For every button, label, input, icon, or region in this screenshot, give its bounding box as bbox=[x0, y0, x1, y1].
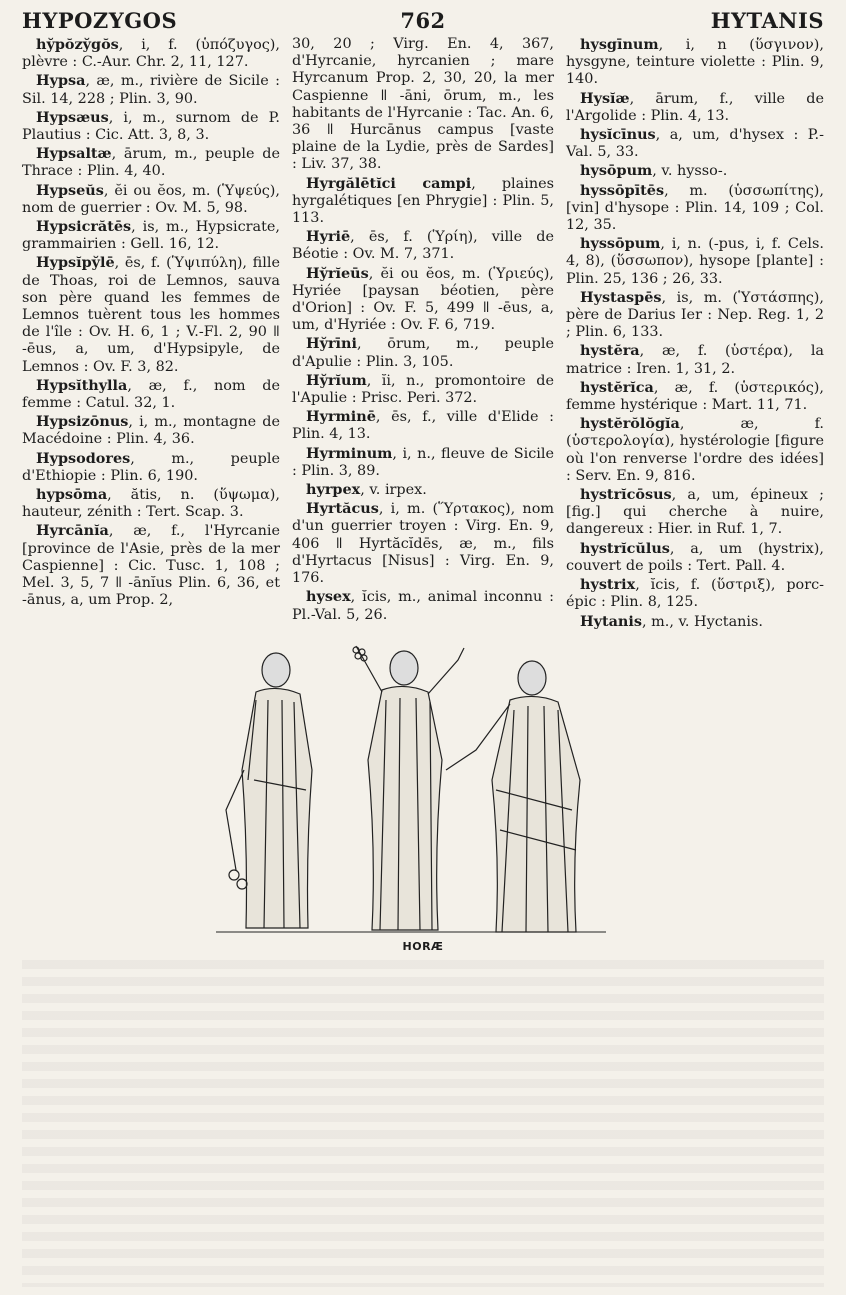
entry-headword: Hyriē bbox=[306, 228, 351, 246]
entry-headword: Hy̆rĭeūs bbox=[306, 264, 369, 282]
dictionary-entry bbox=[22, 413, 280, 448]
dictionary-entry bbox=[566, 342, 824, 377]
entry-definition: , i, n. (-pus, i, f. Cels. 4, 8), (ὕσσωπον), hysope [plante] : Plin. 25, 136 ; 26, 33. bbox=[566, 236, 824, 287]
entry-headword: Hystaspēs bbox=[580, 288, 662, 306]
entry-headword: Hytanis bbox=[580, 612, 642, 630]
dictionary-entry bbox=[292, 500, 554, 587]
entry-definition: , i, f. (ὑπόζυγος), plèvre : C.-Aur. Chr. 2, 11, 127. bbox=[22, 37, 280, 71]
dictionary-entry bbox=[292, 265, 554, 335]
entry-definition: , ătis, n. (ὕψωμα), hauteur, zénith : Tert. Scap. 3. bbox=[22, 487, 280, 521]
column-2 bbox=[292, 36, 554, 625]
entry-definition: , i, m., surnom de P. Plautius : Cic. Att. 3, 8, 3. bbox=[22, 109, 280, 144]
entry-headword: Hypseŭs bbox=[36, 181, 104, 199]
entry-headword: hysgīnum bbox=[580, 36, 659, 53]
dictionary-entry bbox=[292, 588, 554, 623]
dictionary-entry bbox=[566, 486, 824, 539]
entry-headword: hy̆pŏzy̆gŏs bbox=[36, 36, 119, 53]
entry-definition: , i, m. (Ὕρτακος), nom d'un guerrier troyen : Virg. En. 9, 406 ǁ Hyrtăcĭdēs, æ, m., fils d'Hyrtacus [Nisus] : Virg. En. 9, 176. bbox=[292, 501, 554, 587]
entry-headword: Hyrcānĭa bbox=[36, 522, 109, 540]
dictionary-entry bbox=[566, 162, 824, 180]
entry-headword: hystĕrĭca bbox=[580, 378, 654, 396]
dictionary-entry bbox=[22, 145, 280, 180]
entry-definition: , ārum, f., ville de l'Argolide : Plin. 4, 13. bbox=[566, 90, 824, 124]
dictionary-entry bbox=[566, 36, 824, 89]
entry-definition: , i, n., fleuve de Sicile : Plin. 3, 89. bbox=[292, 445, 554, 479]
entry-definition: , a, um, épineux ; [fig.] qui cherche à nuire, dangereux : Hier. in Ruf. 1, 7. bbox=[566, 487, 824, 538]
dictionary-entry bbox=[22, 522, 280, 609]
dictionary-entry bbox=[22, 72, 280, 107]
dictionary-entry bbox=[22, 450, 280, 485]
entry-headword: hysex bbox=[306, 588, 351, 606]
entry-headword: Hyrminum bbox=[306, 444, 393, 462]
dictionary-entry bbox=[22, 218, 280, 253]
entry-definition: , æ, f., l'Hyrcanie [province de l'Asie, près de la mer Caspienne] : Cic. Tusc. 1, 108 ; Mel. 3, 5, 7 ǁ -ānĭus Plin. 6, 36, et -ānus, a, um Prop. 2, bbox=[22, 523, 280, 609]
entry-headword: Hysĭæ bbox=[580, 89, 630, 107]
dictionary-entry bbox=[292, 372, 554, 407]
entry-headword: hystrĭcōsus bbox=[580, 486, 672, 504]
entry-definition: , æ, m., rivière de Sicile : Sil. 14, 228 ; Plin. 3, 90. bbox=[22, 73, 280, 107]
entry-headword: hyssōpītēs bbox=[580, 181, 665, 199]
figure-caption: HORÆ bbox=[402, 940, 444, 953]
dictionary-entry bbox=[566, 235, 824, 288]
entry-headword: hyrpex bbox=[306, 481, 361, 499]
entry-definition: , ĕi ou ĕos, m. (Ὑψεύς), nom de guerrier : Ov. M. 5, 98. bbox=[22, 182, 280, 216]
page-header bbox=[22, 6, 824, 34]
entry-definition: , v. hysso-. bbox=[652, 163, 728, 180]
entry-definition: , æ, f., nom de femme : Catul. 32, 1. bbox=[22, 377, 280, 412]
entry-definition: , æ, f. (ὑστέρα), la matrice : Iren. 1, 31, 2. bbox=[566, 343, 824, 377]
entry-definition: , ēs, f. (Ὑρίη), ville de Béotie : Ov. M. 7, 371. bbox=[292, 229, 554, 263]
dictionary-entry bbox=[292, 481, 554, 499]
entry-headword: Hypsizōnus bbox=[36, 413, 129, 431]
entry-headword: hyssōpum bbox=[580, 235, 661, 253]
dictionary-entry bbox=[292, 445, 554, 480]
entry-definition: , æ, f. (ὑστερικός), femme hystérique : Mart. 11, 71. bbox=[566, 379, 824, 414]
entry-headword: Hypsaltæ bbox=[36, 145, 112, 163]
right-headword: HYTANIS bbox=[710, 7, 824, 33]
page-number: 762 bbox=[400, 7, 446, 33]
entry-definition: , is, m., Hypsicrate, grammairien : Gell. 16, 12. bbox=[22, 219, 280, 253]
entry-headword: Hypsodores bbox=[36, 449, 131, 467]
entry-headword: Hypsicrătēs bbox=[36, 218, 132, 236]
entry-headword: hystrĭcŭlus bbox=[580, 539, 670, 557]
column-1 bbox=[22, 36, 280, 611]
dictionary-entry bbox=[566, 415, 824, 485]
entry-definition: , v. irpex. bbox=[360, 482, 427, 499]
dictionary-entry bbox=[292, 335, 554, 370]
entry-headword: Hyrgălētĭci campi bbox=[306, 174, 472, 192]
show-through-background bbox=[22, 960, 824, 1287]
entry-headword: hypsōma bbox=[36, 486, 108, 504]
entry-headword: Hypsĭpy̆lē bbox=[36, 254, 115, 272]
entry-headword: Hypsĭthylla bbox=[36, 376, 128, 394]
dictionary-entry bbox=[566, 289, 824, 342]
dictionary-entry bbox=[566, 182, 824, 235]
dictionary-entry bbox=[566, 379, 824, 414]
entry-headword: hystĕrŏlŏgĭa bbox=[580, 415, 680, 433]
entry-definition: , a, um, d'hysex : P.-Val. 5, 33. bbox=[566, 127, 824, 161]
dictionary-entry bbox=[566, 90, 824, 125]
entry-definition: , ēs, f., ville d'Elide : Plin. 4, 13. bbox=[292, 409, 554, 443]
entry-headword: Hypsa bbox=[36, 72, 86, 90]
entry-definition: , ōrum, m., peuple d'Apulie : Plin. 3, 105. bbox=[292, 336, 554, 370]
entry-definition: , a, um (hystrix), couvert de poils : Tert. Pall. 4. bbox=[566, 540, 824, 574]
entry-definition: , i, m., montagne de Macédoine : Plin. 4, 36. bbox=[22, 414, 280, 448]
entry-definition: , ĕi ou ĕos, m. (Ὑριεύς), Hyriée [paysan béotien, père d'Orion] : Ov. F. 5, 499 ǁ -ēus, a, um, d'Hyriée : Ov. F. 6, 719. bbox=[292, 265, 554, 334]
entry-headword: hysĭcīnus bbox=[580, 126, 656, 144]
left-headword: HYPOZYGOS bbox=[22, 7, 178, 33]
dictionary-entry bbox=[292, 36, 554, 174]
dictionary-entry bbox=[566, 540, 824, 575]
entry-headword: Hypsæus bbox=[36, 108, 109, 126]
dictionary-entry bbox=[22, 182, 280, 217]
entry-headword: hystĕra bbox=[580, 342, 640, 360]
entry-definition: , æ, f. (ὑστερολογία), hystérologie [figure où l'on renverse l'ordre des idées] : Serv. En. 9, 816. bbox=[566, 416, 824, 484]
entry-headword: hystrix bbox=[580, 576, 636, 594]
entry-definition: , ĭcis, m., animal inconnu : Pl.-Val. 5, 26. bbox=[292, 589, 554, 623]
dictionary-entry bbox=[566, 126, 824, 161]
entry-headword: Hy̆rĭum bbox=[306, 371, 367, 389]
entry-headword: Hyrtăcus bbox=[306, 500, 379, 518]
column-3 bbox=[566, 36, 824, 632]
horae-illustration bbox=[196, 640, 626, 940]
dictionary-entry bbox=[292, 175, 554, 228]
dictionary-entry bbox=[22, 109, 280, 144]
dictionary-entry bbox=[22, 254, 280, 375]
dictionary-entry bbox=[22, 486, 280, 521]
dictionary-entry bbox=[22, 36, 280, 71]
entry-definition: , ārum, m., peuple de Thrace : Plin. 4, 40. bbox=[22, 146, 280, 180]
dictionary-entry bbox=[292, 228, 554, 263]
entry-headword: hysōpum bbox=[580, 162, 653, 180]
dictionary-entry bbox=[566, 613, 824, 631]
entry-headword: Hy̆rīni bbox=[306, 335, 357, 353]
entry-definition: , i, n (ὕσγινον), hysgyne, teinture violette : Plin. 9, 140. bbox=[566, 37, 824, 88]
entry-definition: , is, m. (Ὑστάσπης), père de Darius Ier : Nep. Reg. 1, 2 ; Plin. 6, 133. bbox=[566, 289, 824, 341]
entry-definition: , m. (ὑσσωπίτης), [vin] d'hysope : Plin. 14, 109 ; Col. 12, 35. bbox=[566, 182, 824, 234]
entry-definition: , plaines hyrgalétiques [en Phrygie] : Plin. 5, 113. bbox=[292, 175, 554, 227]
entry-definition: , m., v. Hyctanis. bbox=[641, 613, 763, 630]
entry-definition: , m., peuple d'Ethiopie : Plin. 6, 190. bbox=[22, 450, 280, 484]
dictionary-entry bbox=[566, 576, 824, 611]
entry-definition: , ĭcis, f. (ὕστριξ), porc-épic : Plin. 8, 125. bbox=[566, 577, 824, 611]
entry-headword: Hyrminē bbox=[306, 408, 376, 426]
entry-definition: , ĭi, n., promontoire de l'Apulie : Prisc. Peri. 372. bbox=[292, 372, 554, 407]
entry-definition: 30, 20 ; Virg. En. 4, 367, d'Hyrcanie, hyrcanien ; mare Hyrcanum Prop. 2, 30, 20, la mer Caspienne ǁ -āni, ōrum, m., les habitants de l'Hyrcanie : Tac. An. 6, 36 ǁ Hurcānus campus [vaste plaine de la Lydie, près de Sardes] : Liv. 37, 38. bbox=[292, 36, 554, 173]
dictionary-entry bbox=[292, 408, 554, 443]
dictionary-entry bbox=[22, 377, 280, 412]
entry-definition: , ēs, f. (Ὑψιπύλη), fille de Thoas, roi de Lemnos, sauva son père quand les femmes de Lemnos tuèrent tous les hommes de l'île : Ov. H. 6, 1 ; V.-Fl. 2, 90 ǁ -ēus, a, um, d'Hypsipyle, de Lemnos : Ov. F. 3, 82. bbox=[22, 255, 280, 375]
